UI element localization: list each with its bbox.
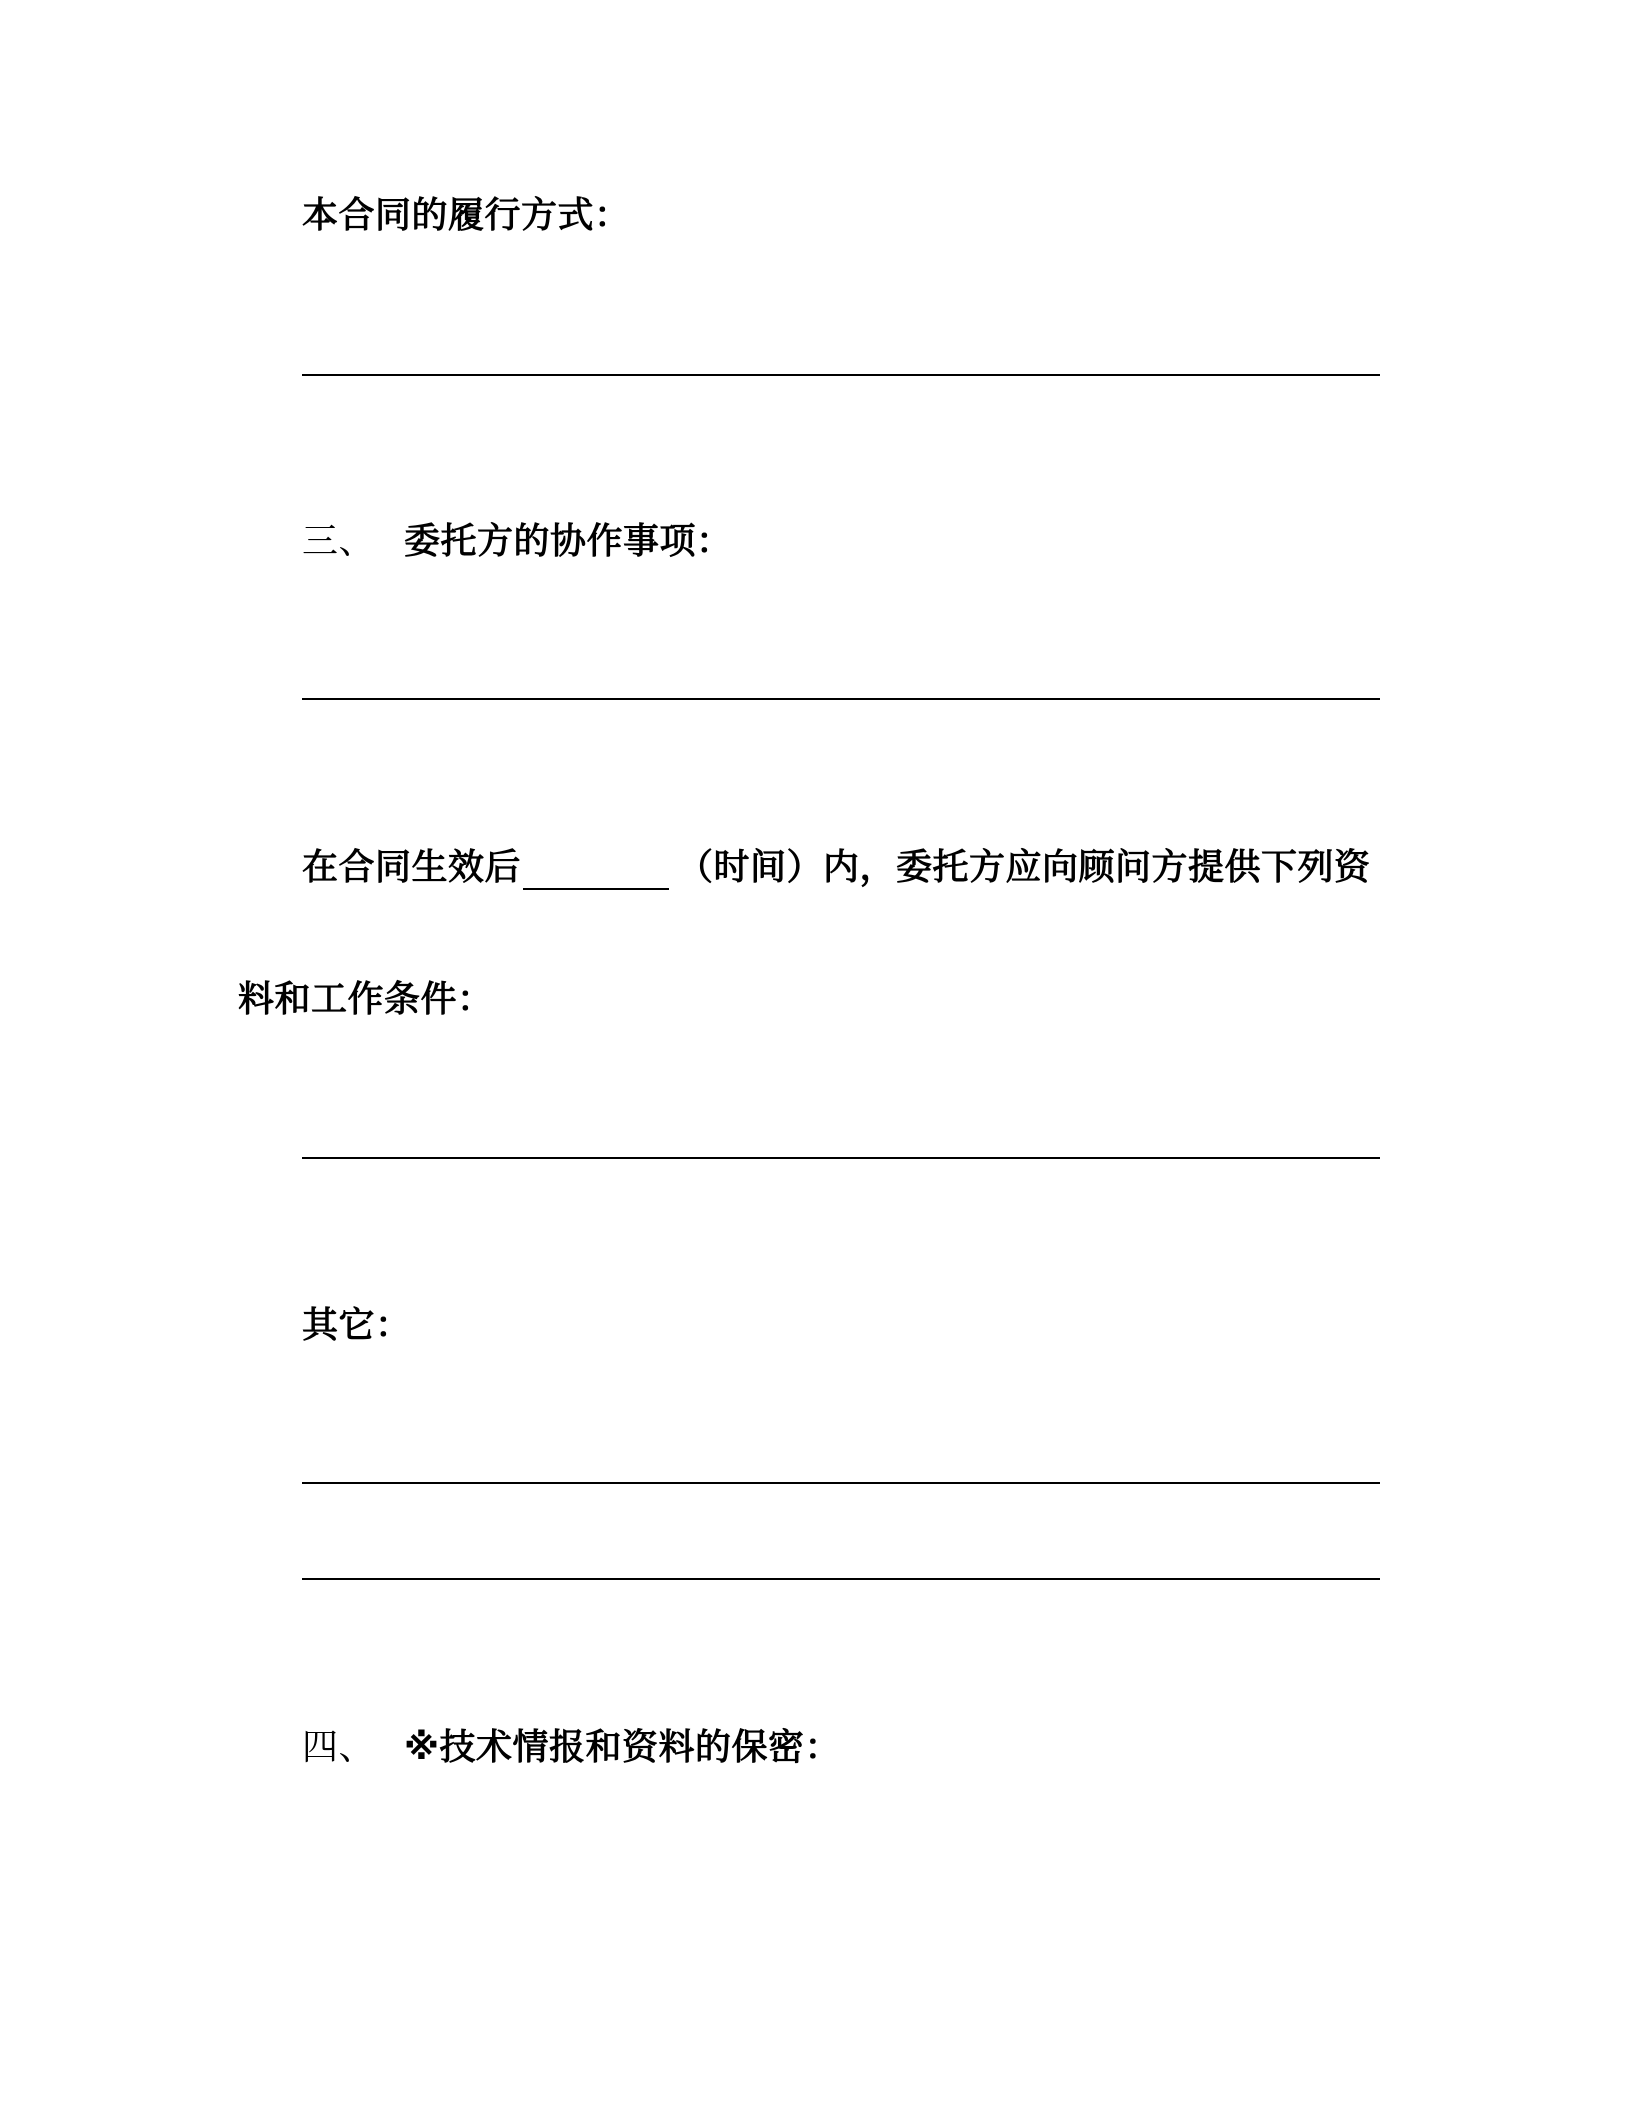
- materials-fill-line[interactable]: [302, 1157, 1380, 1159]
- section-4-number: 四、: [302, 1727, 376, 1768]
- section-4-title: ※技术情报和资料的保密：: [404, 1727, 841, 1768]
- cooperation-text-after-blank: （时间）内，委托方应向顾问方提供下列资: [677, 847, 1371, 888]
- cooperation-fill-line[interactable]: [302, 698, 1380, 700]
- other-fill-line-1[interactable]: [302, 1482, 1380, 1484]
- cooperation-paragraph-line-1: [302, 846, 1371, 890]
- other-fill-line-2[interactable]: [302, 1578, 1380, 1580]
- cooperation-paragraph-line-2: 料和工作条件：: [238, 979, 494, 1020]
- section-3-number: 三、: [302, 521, 376, 562]
- other-label: 其它：: [302, 1305, 412, 1346]
- section-3-title: 委托方的协作事项：: [404, 521, 733, 562]
- cooperation-text-before-blank: 在合同生效后: [302, 847, 522, 888]
- performance-method-fill-line[interactable]: [302, 374, 1380, 376]
- performance-method-label: 本合同的履行方式：: [302, 195, 631, 236]
- time-blank-field[interactable]: [523, 848, 669, 890]
